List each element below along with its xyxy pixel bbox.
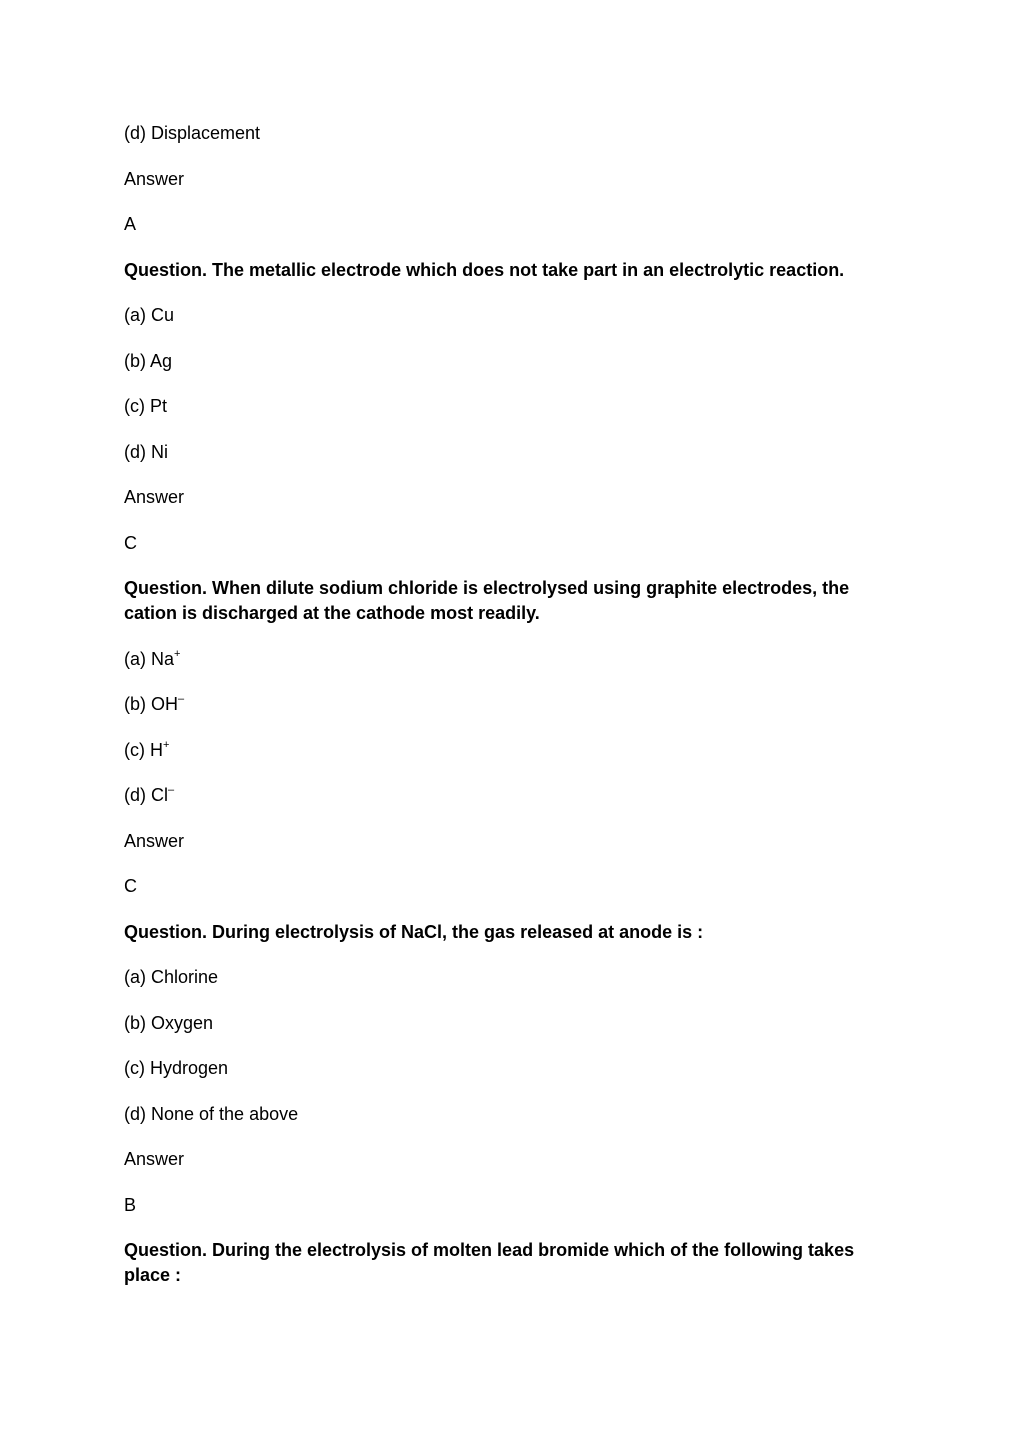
question-text: Question. During the electrolysis of molten lead bromide which of the following takes place :: [124, 1240, 855, 1285]
charge-superscript: +: [174, 647, 181, 660]
option-a: (a) Chlorine: [124, 967, 219, 987]
option-c: [124, 738, 904, 763]
option-a: [124, 647, 904, 672]
option-d: (d) Displacement: [124, 123, 261, 143]
answer-label: Answer: [124, 487, 185, 507]
answer-value: C: [124, 532, 137, 553]
document-page: [124, 121, 904, 1309]
answer-value: C: [124, 876, 137, 896]
option-d: [124, 783, 904, 808]
option-b: [124, 692, 904, 717]
charge-superscript: +: [163, 738, 170, 751]
option-b: (b) Oxygen: [124, 1012, 214, 1033]
option-text: (d) Cl: [124, 785, 168, 805]
option-text: (b) OH: [124, 694, 178, 714]
charge-superscript: –: [178, 693, 185, 705]
answer-label: Answer: [124, 830, 185, 851]
option-d: (d) Ni: [124, 441, 168, 462]
option-text: (a) Na: [124, 648, 175, 669]
answer-value: A: [124, 214, 137, 234]
answer-label: Answer: [124, 1149, 185, 1169]
option-a: (a) Cu: [124, 305, 175, 325]
charge-superscript: –: [168, 784, 175, 796]
question-text: Question. The metallic electrode which does not take part in an electrolytic reaction.: [124, 259, 845, 280]
option-b: (b) Ag: [124, 350, 173, 371]
question-text: Question. When dilute sodium chloride is electrolysed using graphite electrodes, the cation is discharged at the cathode most readily.: [124, 578, 850, 623]
answer-label: Answer: [124, 168, 185, 189]
option-c: (c) Hydrogen: [124, 1058, 229, 1078]
option-c: (c) Pt: [124, 396, 167, 416]
option-text: (c) H: [124, 739, 163, 760]
question-text: Question. During electrolysis of NaCl, the gas released at anode is :: [124, 921, 704, 942]
answer-value: B: [124, 1194, 137, 1215]
option-d: (d) None of the above: [124, 1103, 299, 1124]
